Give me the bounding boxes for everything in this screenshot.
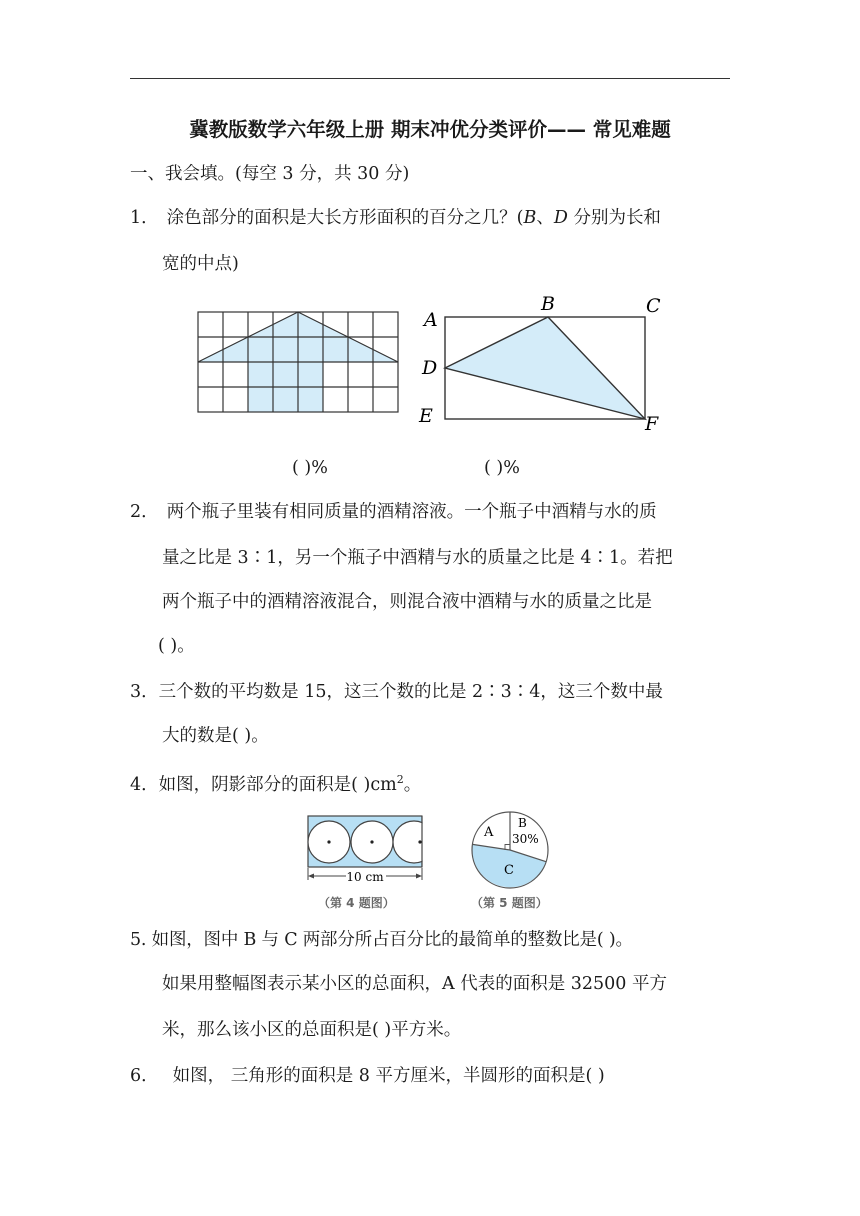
answer-blank-2: ( )% [484, 458, 520, 478]
question-3-line-2: 大的数是( )。 [162, 726, 269, 746]
question-6-number: 6． [130, 1066, 159, 1086]
question-1-line-2: 宽的中点) [162, 254, 239, 274]
label-D: D [422, 357, 438, 379]
question-2-line-3: 两个瓶子中的酒精溶液混合，则混合液中酒精与水的质量之比是 [162, 592, 652, 612]
pie-label-B: B [518, 816, 527, 830]
pie-label-C: C [504, 863, 514, 878]
pie-figure [462, 808, 562, 893]
section-heading: 一、我会填。(每空 3 分，共 30 分) [130, 164, 410, 184]
label-E: E [419, 405, 433, 427]
question-2-number: 2． [130, 502, 159, 522]
label-B: B [541, 293, 555, 315]
circles-figure [300, 812, 435, 892]
question-2-line-1: 2． 两个瓶子里装有相同质量的酒精溶液。一个瓶子中酒精与水的质 [130, 502, 657, 522]
question-2-line-4: ( )。 [158, 636, 195, 656]
question-3-line-1: 3．三个数的平均数是 15，这三个数的比是 2∶3∶4，这三个数中最 [130, 682, 663, 702]
rectangle-figure [415, 290, 675, 435]
question-5-line-1: 5. 如图，图中 B 与 C 两部分所占百分比的最简单的整数比是( )。 [130, 930, 633, 950]
label-A: A [424, 309, 438, 331]
question-2-line-2: 量之比是 3∶1，另一个瓶子中酒精与水的质量之比是 4∶1。若把 [162, 548, 673, 568]
grid-figure [190, 305, 405, 415]
question-1-line-1: 1． 涂色部分的面积是大长方形面积的百分之几？(B、D 分别为长和 [130, 208, 661, 228]
question-4-number: 4． [130, 774, 159, 795]
answer-blank-1: ( )% [292, 458, 328, 478]
label-C: C [646, 295, 661, 317]
question-1-number: 1． [130, 208, 159, 228]
top-rule [130, 78, 730, 79]
dimension-label: 10 cm [346, 870, 384, 884]
question-6-line-1: 6． 如图， 三角形的面积是 8 平方厘米，半圆形的面积是( ) [130, 1066, 605, 1086]
pie-label-A: A [484, 825, 494, 840]
pie-label-pct: 30% [512, 832, 539, 846]
question-4-line-1: 4．如图，阴影部分的面积是( )$cm^2$。 [130, 773, 422, 795]
figure-4-caption: （第 4 题图） [318, 896, 395, 910]
shaded-triangle [445, 317, 645, 419]
question-5-line-3: 米，那么该小区的总面积是( )平方米。 [162, 1020, 462, 1040]
page-title: 冀教版数学六年级上册 期末冲优分类评价—— 常见难题 [189, 118, 671, 141]
figure-5-caption: （第 5 题图） [471, 896, 548, 910]
grid-lines [198, 312, 398, 412]
question-5-line-2: 如果用整幅图表示某小区的总面积，A 代表的面积是 32500 平方 [162, 974, 667, 994]
question-3-number: 3． [130, 682, 159, 702]
label-F: F [645, 413, 659, 435]
